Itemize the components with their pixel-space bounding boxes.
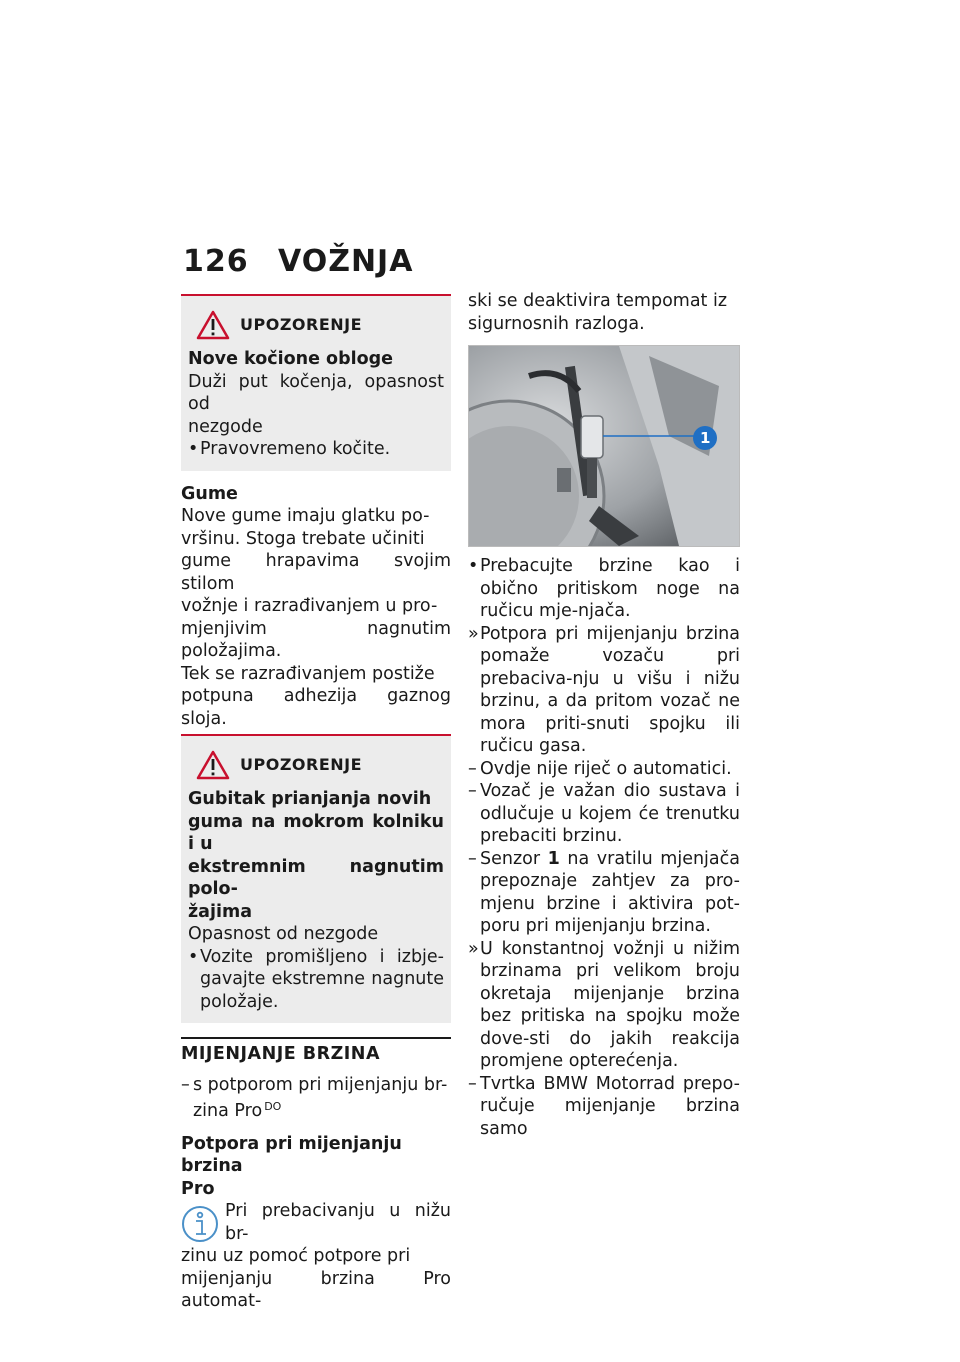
intro-line: ski se deaktivira tempomat iz [468,291,728,311]
warning-header [188,750,444,780]
list-item [468,938,740,1073]
item-text-sensor [480,848,740,938]
info-block [181,1200,451,1313]
left-column [181,294,451,1313]
list-item [468,623,740,758]
dash-marker: – [468,848,477,869]
bullet-marker: • [468,556,479,576]
list-item [468,758,740,781]
subtitle-line: Pro [181,1178,215,1199]
warning-label: UPOZORENJE [240,754,363,774]
tyres-line: mjenjivim nagnutim položajima. [181,618,451,661]
warning-text-line: Duži put kočenja, opasnost od [188,371,444,414]
warning-label: UPOZORENJE [240,314,363,334]
page-number: 126 [183,244,249,279]
warning-header [188,310,444,340]
tyres-line: vožnje i razrađivanjem u pro- [181,596,438,616]
warning-title-line: žajima [188,901,253,922]
option-item [181,1074,451,1123]
warning-title-line: guma na mokrom kolniku i u [188,811,444,854]
dash-marker: – [468,1073,477,1094]
warning-bullet [188,946,444,1014]
figure-callout-number: 1 [700,429,711,447]
info-line: mijenjanju brzina Pro automat- [181,1268,451,1311]
tyres-section [181,483,451,737]
warning-box-brake-pads [181,294,451,471]
tyres-line: potpuna adhezija gaznog sloja. [181,686,451,729]
option-label: s potporom pri mijenjanju br-zina Pro [193,1074,448,1121]
tyres-line: Tek se razrađivanjem postiže [181,663,435,684]
page-header [183,244,413,279]
warning-title-line: Gubitak prianjanja novih [188,789,432,809]
tyres-line: Nove gume imaju glatku po- [181,506,430,526]
bullet-marker: • [188,946,199,967]
warning-box-wet-grip [181,736,451,1023]
item-text: Ovdje nije riječ o automatici. [480,758,732,779]
warning-triangle-icon [196,310,230,340]
item-text: Vozač je važan dio sustava i odlučuje u kojem će trenutku prebaciti brzinu. [480,781,740,846]
dash-marker: – [468,781,477,801]
warning-bullet [188,438,444,461]
bullet-text: Vozite promišljeno i izbje-gavajte ekstremne nagnute položaje. [200,946,444,1012]
tyres-line: vršinu. Stoga trebate učiniti [181,528,425,549]
item-text: Prebacujte brzine kao i obično pritiskom noge na ručicu mje-njača. [480,556,740,621]
list-item [468,780,740,848]
item-text: Tvrtka BMW Motorrad prepo-ručuje mijenjanje brzina samo [480,1073,740,1139]
tyres-line: gume hrapavima svojim stilom [181,551,451,594]
section-title-shifting: MIJENJANJE BRZINA [181,1037,451,1066]
gearshift-sensor-figure [468,345,740,547]
intro-line: sigurnosnih razloga. [468,313,645,334]
right-column [468,290,740,1140]
warning-triangle-icon [196,750,230,780]
list-item [468,1073,740,1141]
bullet-text: Pravovremeno kočite. [200,439,391,459]
gearshift-photo [469,346,739,546]
item-text: Potpora pri mijenjanju brzina pomaže vozaču pri prebaciva-nju u višu i nižu brzinu, a da pritom vozač ne mora priti-snuti spojku ili ručicu gasa. [480,623,740,756]
chapter-title: VOŽNJA [278,244,414,279]
item-text: U konstantnoj vožnji u nižim brzinama pri velikom broju okretaja mijenjanje brzina bez pritiska na spojku može dove-sti do jakih reakcija promjene opterećenja. [480,938,740,1071]
warning-text-line: nezgode [188,416,263,437]
list-item [468,848,740,938]
option-text [193,1074,451,1123]
section-title-tyres: Gume [181,483,238,504]
subtitle-line: Potpora pri mijenjanju brzina [181,1133,402,1176]
sensor-reference-number: 1 [547,848,560,869]
warning-title: Nove kočione obloge [188,349,394,369]
item-text-rest: na vratilu mjenjača prepoznaje zahtjev za pro-mjenu brzine i aktivira pot-poru pri mijenjanju brzina. [480,848,740,936]
item-text-prefix: Senzor [480,848,548,869]
option-code: DO [264,1100,282,1113]
dash-marker: – [468,758,477,779]
warning-text: Opasnost od nezgode [188,924,379,944]
result-marker: » [468,938,479,959]
warning-title-line: ekstremnim nagnutim polo- [188,856,444,899]
bullet-marker: • [188,439,199,459]
list-item [468,555,740,623]
subtitle-shift-assistant [181,1133,451,1201]
info-icon [181,1204,219,1244]
result-marker: » [468,623,479,644]
dash-marker: – [181,1074,190,1095]
info-line: Pri prebacivanju u nižu br- [225,1201,451,1244]
info-line: zinu uz pomoć potpore pri [181,1246,411,1266]
